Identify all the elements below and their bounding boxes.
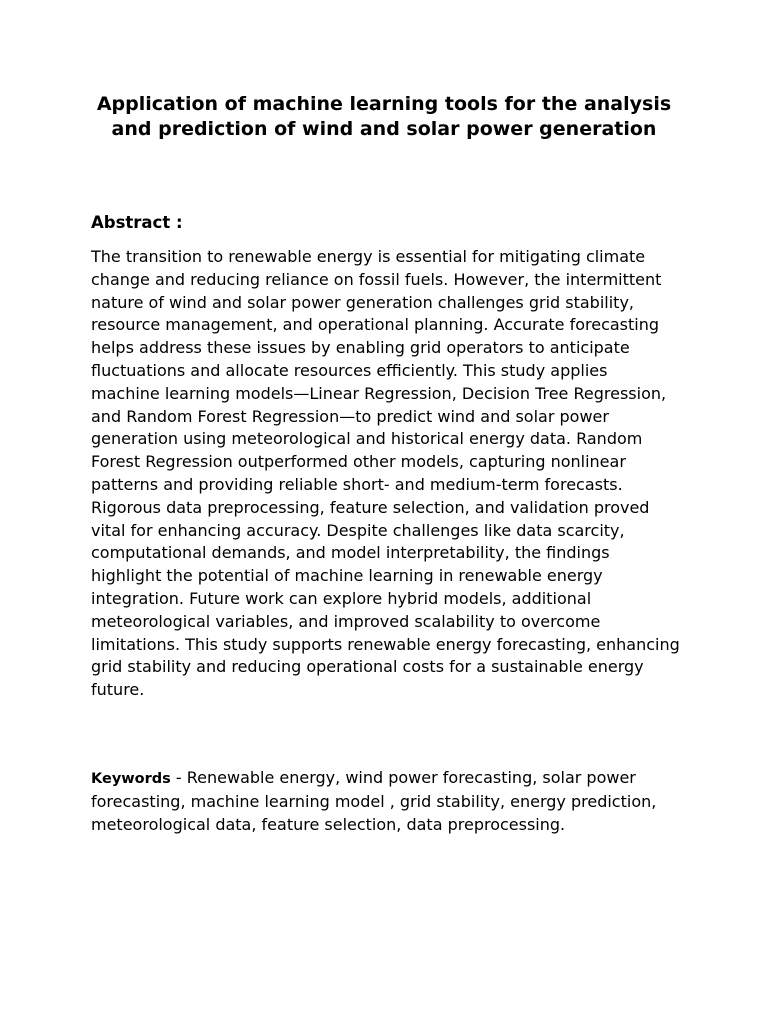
paper-title: Application of machine learning tools for the analysis and prediction of wind and solar power generation [96, 93, 672, 140]
abstract-heading: Abstract : [91, 213, 183, 232]
keywords-label: Keywords [91, 771, 171, 787]
keywords-paragraph [91, 767, 681, 836]
keywords-separator: - [170, 768, 187, 787]
abstract-text: The transition to renewable energy is essential for mitigating climate change and reducing reliance on fossil fuels. However, the intermittent nature of wind and solar power generation challenges grid stability, resource management, and operational planning. Accurate forecasting helps address these issues by enabling grid operators to anticipate fluctuations and allocate resources efficiently. This study applies machine learning models—Linear Regression, Decision Tree Regression, and Random Forest Regression—to predict wind and solar power generation using meteorological and historical energy data. Random Forest Regression outperformed other models, capturing nonlinear patterns and providing reliable short- and medium-term forecasts. Rigorous data preprocessing, feature selection, and validation proved vital for enhancing accuracy. Despite challenges like data scarcity, computational demands, and model interpretability, the findings highlight the potential of machine learning in renewable energy integration. Future work can explore hybrid models, additional meteorological variables, and improved scalability to overcome limitations. This study supports renewable energy forecasting, enhancing grid stability and reducing operational costs for a sustainable energy future. [91, 247, 680, 700]
keywords-text: Renewable energy, wind power forecasting, solar power forecasting, machine learning model , grid stability, energy prediction, meteorological data, feature selection, data preprocessing. [91, 768, 657, 834]
